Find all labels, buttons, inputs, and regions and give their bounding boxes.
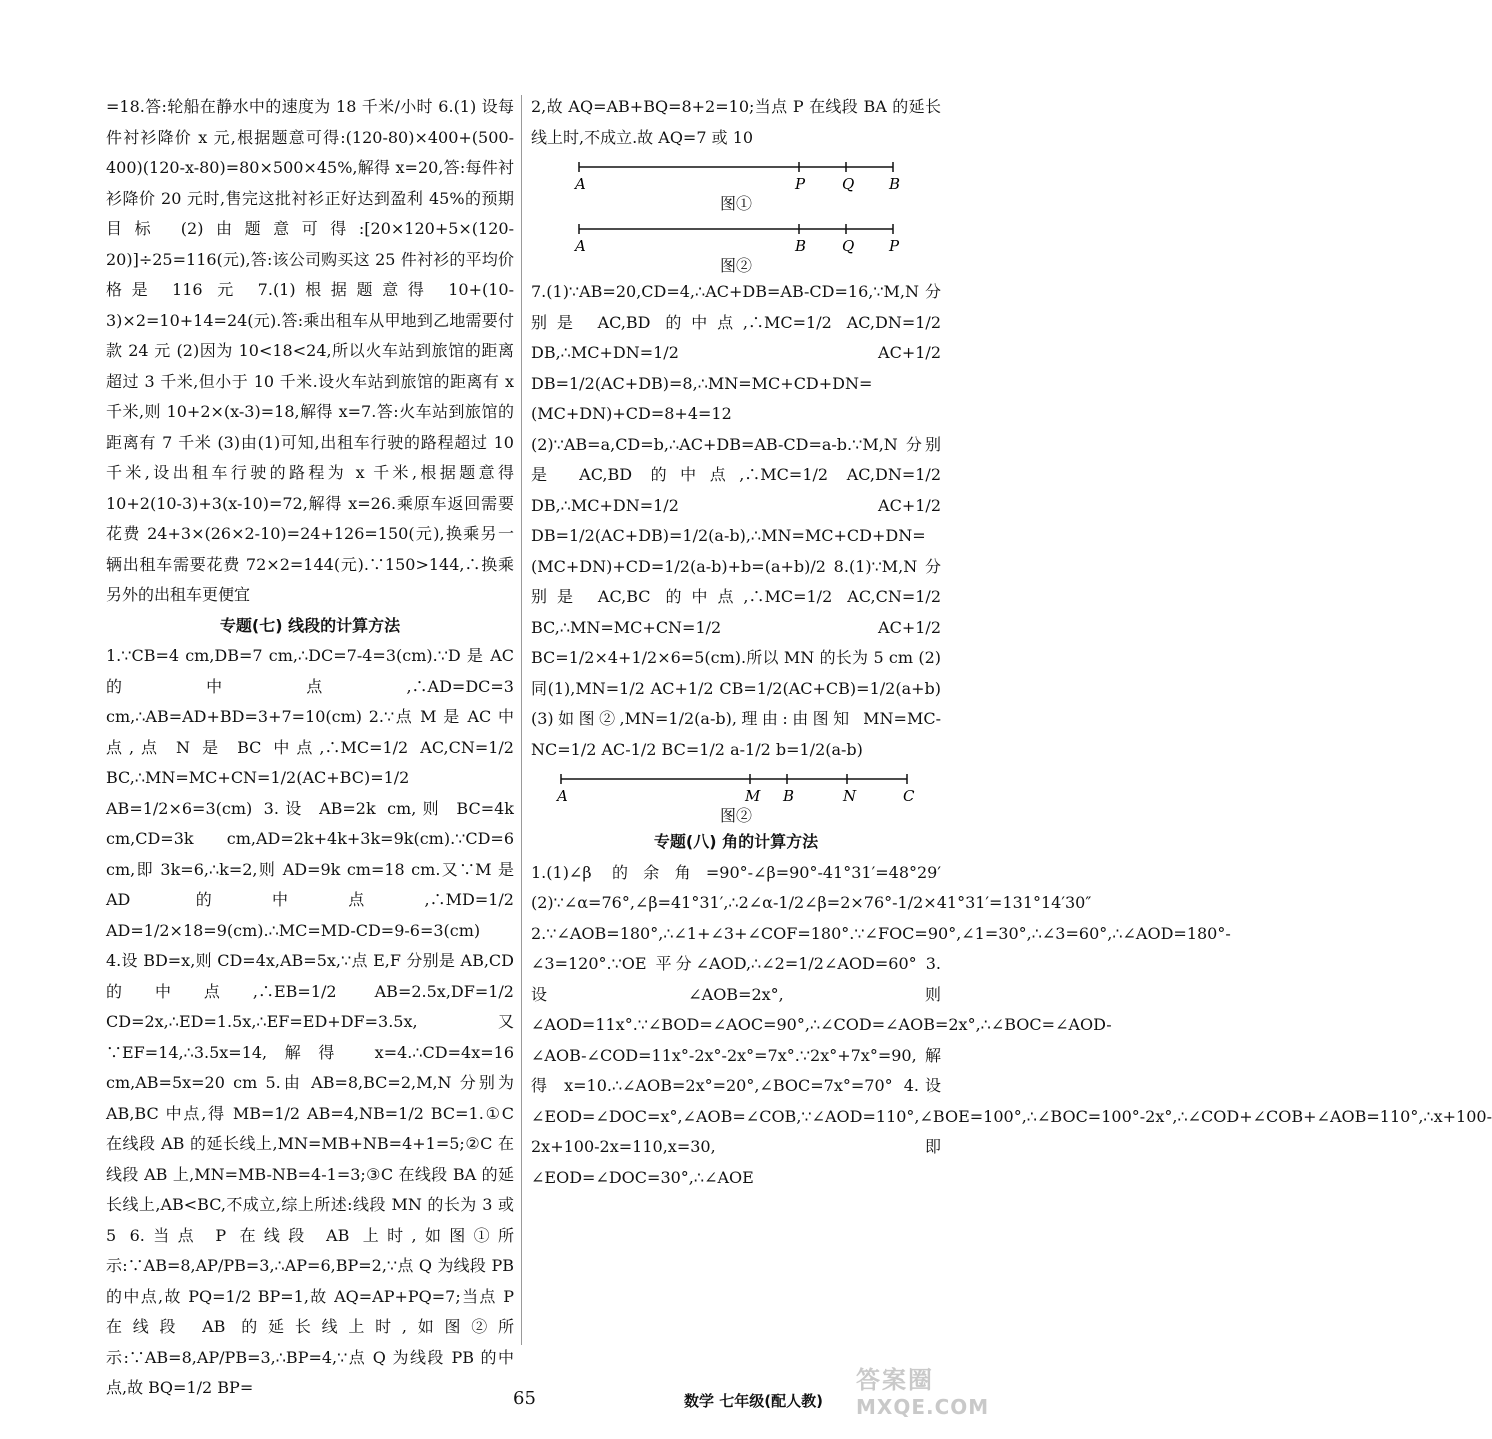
point-label: B [783,787,795,805]
section-heading-7: 专题(七) 线段的计算方法 [219,615,401,635]
watermark-bottom: MXQE.COM [856,1395,990,1419]
point-label: B [889,175,901,193]
page-footer [0,1388,1000,1418]
subject-label: 数学 七年级(配人教) [684,1392,823,1410]
left-paragraph-3: 4.设 BD=x,则 CD=4x,AB=5x,∵点 E,F 分别是 AB,CD 的中点,∴EB=1/2 AB=2.5x,DF=1/2 CD=2x,∴ED=1.5x,∴EF=ED+DF=3.5x,又∵EF=14,∴3.5x=14,解得 x=4.∴CD=4x=16 cm,AB=5x=20 cm 5.由 AB=8,BC=2,M,N 分别为 AB,BC 中点,得 MB=1/2 AB=4,NB=1/2 BC=1.①C 在线段 AB 的延长线上,MN=MB+NB=4+1=5;②C 在线段 AB 上,MN=MB-NB=4-1=3;③C 在线段 BA 的延长线上,AB<BC,不成立,综上所述:线段 MN 的长为 3 或 5 6.当点 P 在线段 AB 上时,如图①所示:∵AB=8,AP/PB=3,∴AP=6,BP=2,∵点 Q 为线段 PB 的中点,故 PQ=1/2 BP=1,故 AQ=AP+PQ=7;当点 P 在线段 AB 的延长线上时,如图②所示:∵AB=8,AP/PB=3,∴BP=4,∵点 Q 为线段 PB 的中点,故 BQ=1/2 BP= [106,951,514,1397]
watermark-top: 答案圈 [856,1366,934,1394]
left-paragraph-1: =18.答:轮船在静水中的速度为 18 千米/小时 6.(1) 设每件衬衫降价 x 元,根据题意可得:(120-80)×400+(500-400)(120-x-80)=80×500×45%,解得 x=20,答:每件衬衫降价 20 元时,售完这批衬衫正好达到盈利 45%的预期目标 (2)由题意可得:[20×120+5×(120-20)]÷25=116(元),答:该公司购买这 25 件衬衫的平均价格是 116 元 7.(1)根据题意得 10+(10-3)×2=10+14=24(元).答:乘出租车从甲地到乙地需要付款 24 元 (2)因为 10<18<24,所以火车站到旅馆的距离超过 3 千米,但小于 10 千米.设火车站到旅馆的距离有 x 千米,则 10+2×(x-3)=18,解得 x=7.答:火车站到旅馆的距离有 7 千米 (3)由(1)可知,出租车行驶的路程超过 10 千米,设出租车行驶的路程为 x 千米,根据题意得 10+2(10-3)+3(x-10)=72,解得 x=26.乘原车返回需要花费 24+3×(26×2-10)=24+126=150(元),换乘另一辆出租车需要花费 72×2=144(元).∵150>144,∴换乘另外的出租车更便宜 [106,97,514,604]
point-label: N [843,787,857,805]
right-paragraph-1: 2,故 AQ=AB+BQ=8+2=10;当点 P 在线段 BA 的延长线上时,不成立.故 AQ=7 或 10 [531,97,941,147]
section-heading-8: 专题(八) 角的计算方法 [653,832,819,851]
point-label: Q [842,175,855,193]
figure-2-label: 图② [719,256,752,275]
figure-3-diagram [531,765,941,805]
page-number: 65 [513,1388,536,1409]
point-label: C [903,787,915,805]
figure-1 [531,153,941,193]
point-label: M [745,787,761,805]
left-column [106,92,514,1404]
right-paragraph-2: 7.(1)∵AB=20,CD=4,∴AC+DB=AB-CD=16,∵M,N 分别是 AC,BD 的中点,∴MC=1/2 AC,DN=1/2 DB,∴MC+DN=1/2 AC+1/2 DB=1/2(AC+DB)=8,∴MN=MC+CD+DN=(MC+DN)+CD=8+4=12 (2)∵AB=a,CD=b,∴AC+DB=AB-CD=a-b.∵M,N 分别是 AC,BD 的中点,∴MC=1/2 AC,DN=1/2 DB,∴MC+DN=1/2 AC+1/2 DB=1/2(AC+DB)=1/2(a-b),∴MN=MC+CD+DN=(MC+DN)+CD=1/2(a-b)+b=(a+b)/2 8.(1)∵M,N 分别是 AC,BC 的中点,∴MC=1/2 AC,CN=1/2 BC,∴MN=MC+CN=1/2 AC+1/2 BC=1/2×4+1/2×6=5(cm).所以 MN 的长为 5 cm (2)同(1),MN=1/2 AC+1/2 CB=1/2(AC+CB)=1/2(a+b) (3)如图②,MN=1/2(a-b),理由:由图知 MN=MC-NC=1/2 AC-1/2 BC=1/2 a-1/2 b=1/2(a-b) [531,282,941,759]
right-paragraph-3: 1.(1)∠β 的余角=90°-∠β=90°-41°31′=48°29′ (2)∵∠α=76°,∠β=41°31′,∴2∠α-1/2∠β=2×76°-1/2×41°31′=131°14′30″ 2.∵∠AOB=180°,∴∠1+∠3+∠COF=180°.∵∠FOC=90°,∠1=30°,∴∠3=60°,∴∠AOD=180°-∠3=120°.∵OE 平分∠AOD,∴∠2=1/2∠AOD=60° 3.设∠AOB=2x°,则∠AOD=11x°.∵∠BOD=∠AOC=90°,∴∠COD=∠AOB=2x°,∴∠BOC=∠AOD-∠AOB-∠COD=11x°-2x°-2x°=7x°.∵2x°+7x°=90,解得 x=10.∴∠AOB=2x°=20°,∠BOC=7x°=70° 4.设∠EOD=∠DOC=x°,∠AOB=∠COB,∵∠AOD=110°,∠BOE=100°,∴∠BOC=100°-2x°,∴∠COD+∠COB+∠AOB=110°,∴x+100-2x+100-2x=110,x=30,即∠EOD=∠DOC=30°,∴∠AOE [531,862,1492,1187]
point-label: A [575,237,586,255]
figure-1-diagram [531,153,941,193]
point-label: A [557,787,568,805]
column-divider [521,95,522,1345]
figure-2-diagram [531,215,941,255]
right-column [531,92,1492,1193]
point-label: A [575,175,586,193]
figure-3-label: 图② [719,806,752,825]
point-label: Q [842,237,855,255]
figure-2 [531,215,941,255]
figure-3 [531,765,941,805]
point-label: P [795,175,806,193]
point-label: P [889,237,900,255]
point-label: B [795,237,807,255]
left-paragraph-2: 1.∵CB=4 cm,DB=7 cm,∴DC=7-4=3(cm).∵D 是 AC 的中点,∴AD=DC=3 cm,∴AB=AD+BD=3+7=10(cm) 2.∵点 M 是 AC 中点,点 N 是 BC 中点,∴MC=1/2 AC,CN=1/2 BC,∴MN=MC+CN=1/2(AC+BC)=1/2 AB=1/2×6=3(cm) 3.设 AB=2k cm,则 BC=4k cm,CD=3k cm,AD=2k+4k+3k=9k(cm).∵CD=6 cm,即 3k=6,∴k=2,则 AD=9k cm=18 cm.又∵M 是 AD 的中点,∴MD=1/2 AD=1/2×18=9(cm).∴MC=MD-CD=9-6=3(cm) [106,646,514,940]
figure-1-label: 图① [719,194,752,213]
watermark-logo [856,1360,996,1430]
